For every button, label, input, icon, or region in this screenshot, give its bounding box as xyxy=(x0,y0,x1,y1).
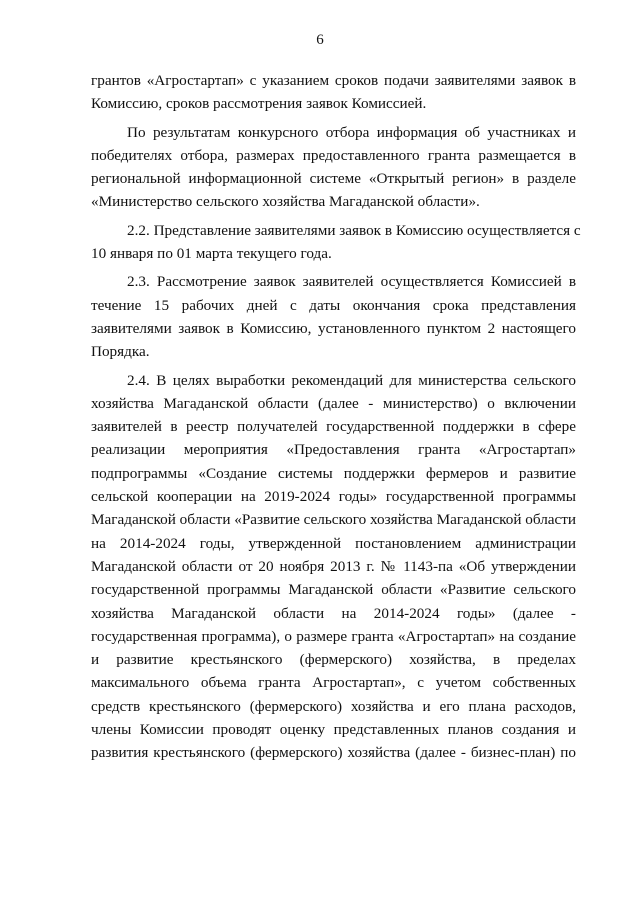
text-line: Магаданской области от 20 ноября 2013 г. № 1143-па «Об утверждении xyxy=(91,557,576,575)
text-line: развития крестьянского (фермерского) хозяйства (далее - бизнес-план) по xyxy=(91,744,576,762)
page-number: 6 xyxy=(316,32,324,48)
text-line: заявителями заявок в Комиссию, установленного пунктом 2 настоящего xyxy=(91,319,576,337)
text-line: 10 января по 01 марта текущего года. xyxy=(91,245,332,263)
text-line: максимального объема гранта Агростартап», с учетом собственных xyxy=(91,674,576,692)
text-line: 2.4. В целях выработки рекомендаций для министерства сельского xyxy=(127,371,576,389)
text-line: Комиссию, сроков рассмотрения заявок Комиссией. xyxy=(91,95,427,113)
text-line: течение 15 рабочих дней с даты окончания срока представления xyxy=(91,296,576,314)
paragraph-1 xyxy=(91,69,576,116)
paragraph-2 xyxy=(91,121,576,214)
text-line: 2.2. Представление заявителями заявок в Комиссию осуществляется с xyxy=(127,221,581,239)
text-line: хозяйства Магаданской области (далее - министерство) о включении xyxy=(91,394,576,412)
text-line: реализации мероприятия «Предоставления гранта «Агростартап» xyxy=(91,441,576,459)
text-line: хозяйства Магаданской области на 2014-2024 годы» (далее - xyxy=(91,604,576,622)
text-line: региональной информационной системе «Открытый регион» в разделе xyxy=(91,170,576,188)
text-line: Порядка. xyxy=(91,343,150,361)
text-line: и развитие крестьянского (фермерского) хозяйства, в пределах xyxy=(91,651,576,669)
paragraph-2-3 xyxy=(91,270,576,363)
text-line: средств крестьянского (фермерского) хозяйства и его плана расходов, xyxy=(91,697,576,715)
text-line: «Министерство сельского хозяйства Магаданской области». xyxy=(91,193,480,211)
text-line: По результатам конкурсного отбора информация об участниках и xyxy=(127,123,576,141)
text-line: грантов «Агростартап» с указанием сроков подачи заявителями заявок в xyxy=(91,72,576,89)
text-line: члены Комиссии проводят оценку представленных планов создания и xyxy=(91,721,576,739)
document-body xyxy=(91,69,581,770)
text-line: подпрограммы «Создание системы поддержки фермеров и развитие xyxy=(91,464,576,482)
text-line: заявителей в реестр получателей государственной поддержки в сфере xyxy=(91,418,576,436)
text-line: на 2014-2024 годы, утвержденной постановлением администрации xyxy=(91,534,576,552)
paragraph-2-4 xyxy=(91,369,576,765)
text-line: государственная программа), о размере гранта «Агростартап» на создание xyxy=(91,627,576,645)
text-line: победителях отбора, размерах предоставленного гранта размещается в xyxy=(91,146,576,164)
text-line: Магаданской области «Развитие сельского хозяйства Магаданской области xyxy=(91,511,577,529)
paragraph-2-2 xyxy=(91,219,581,266)
text-line: сельской кооперации на 2019-2024 годы» государственной программы xyxy=(91,488,576,506)
text-line: государственной программы Магаданской области «Развитие сельского xyxy=(91,581,576,599)
text-line: 2.3. Рассмотрение заявок заявителей осуществляется Комиссией в xyxy=(127,273,576,291)
